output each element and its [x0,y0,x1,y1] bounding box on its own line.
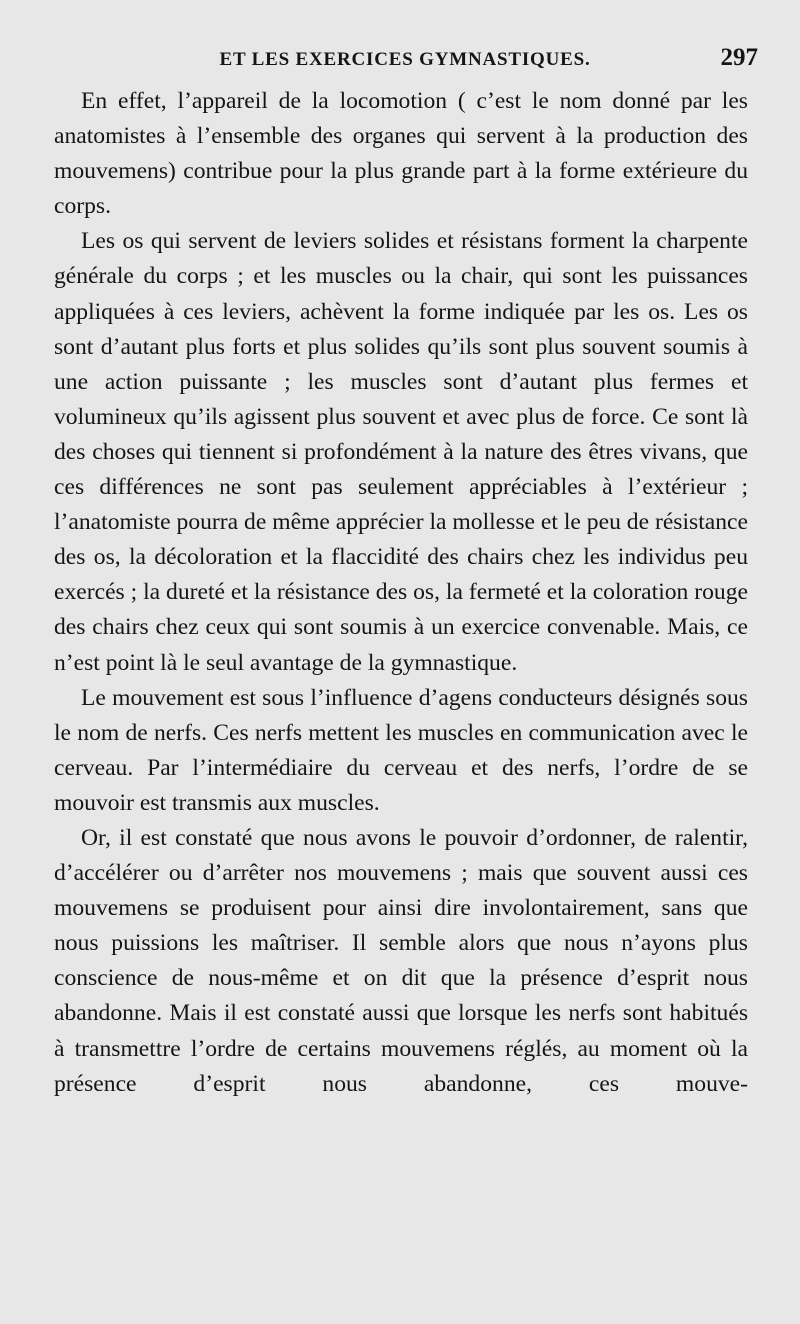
paragraph-nerves: Le mouvement est sous l’influence d’agens conducteurs désignés sous le nom de nerfs. Ces nerfs mettent les muscles en communication avec le cerveau. Par l’intermédiaire du cerveau et des nerfs, l’ordre de se mouvoir est transmis aux muscles. [54,684,748,816]
paragraph-locomotion: En effet, l’appareil de la locomotion ( c’est le nom donné par les anatomistes à l’ensemble des organes qui servent à la production des mouvemens) contribue pour la plus grande part à la forme extérieure du corps. [54,88,748,220]
running-title: ET LES EXERCICES GYMNASTIQUES. [219,49,591,70]
paragraph-presence-of-mind: Or, il est constaté que nous avons le pouvoir d’ordonner, de ralentir, d’accélérer ou d’arrêter nos mouvemens ; mais que souvent aussi ces mouvemens se produisent pour ainsi dire involontairement, sans que nous puissions les maîtriser. Il semble alors que nous n’ayons plus conscience de nous-même et on dit que la présence d’esprit nous abandonne. Mais il est constaté aussi que lorsque les nerfs sont habitués à transmettre l’ordre de certains mouvemens réglés, au moment où la présence d’esprit nous abandonne, ces mouve- [54,824,748,1097]
body-text [54,84,748,1102]
page-header [52,44,758,80]
paragraph-bones-muscles: Les os qui servent de leviers solides et résistans forment la charpente générale du corps ; et les muscles ou la chair, qui sont les puissances appliquées à ces leviers, achèvent la forme indiquée par les os. Les os sont d’autant plus forts et plus solides qu’ils sont plus souvent soumis à une action puissante ; les muscles sont d’autant plus fermes et volumineux qu’ils agissent plus souvent et avec plus de force. Ce sont là des choses qui tiennent si profondément à la nature des êtres vivans, que ces différences ne sont pas seulement appréciables à l’extérieur ; l’anatomiste pourra de même apprécier la mollesse et le peu de résistance des os, la décoloration et la flaccidité des chairs chez les individus peu exercés ; la dureté et la résistance des os, la fermeté et la coloration rouge des chairs chez ceux qui sont soumis à un exercice convenable. Mais, ce n’est point là le seul avantage de la gymnastique. [54,228,748,676]
page-number: 297 [720,44,758,71]
